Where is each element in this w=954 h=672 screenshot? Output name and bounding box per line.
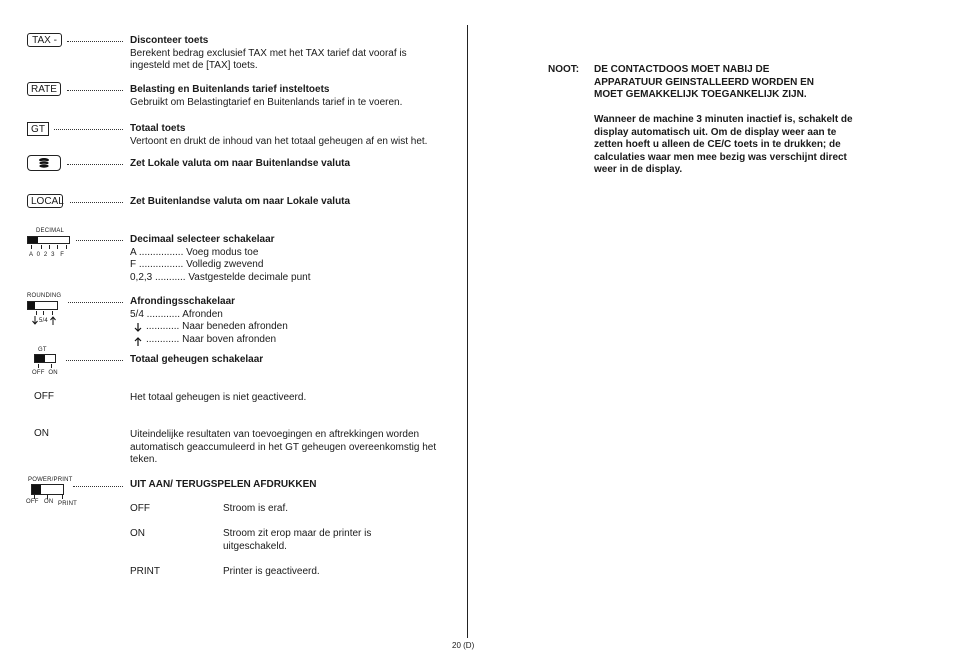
rounding-pos-54: 5/4 bbox=[39, 318, 48, 324]
gt-switch-tick bbox=[51, 364, 52, 368]
decimal-line-f: F ................ Volledig zwevend bbox=[130, 259, 264, 270]
decimal-tick bbox=[31, 245, 32, 249]
rate-desc: Gebruikt om Belastingtarief en Buitenlands tarief in te voeren. bbox=[130, 96, 403, 108]
power-pos-off: OFF bbox=[26, 499, 39, 505]
gt-key: GT bbox=[27, 122, 49, 136]
gt-switch-tick bbox=[38, 364, 39, 368]
leader-dots bbox=[67, 41, 123, 43]
gt-switch-label: GT bbox=[38, 347, 47, 353]
rounding-entry bbox=[130, 296, 455, 346]
power-pos-print: PRINT bbox=[58, 501, 77, 507]
power-row-on-label: ON bbox=[130, 528, 145, 539]
rounding-tick bbox=[36, 311, 37, 315]
power-tick bbox=[62, 495, 63, 499]
decimal-line-fixed: 0,2,3 ........... Vastgestelde decimale punt bbox=[130, 271, 311, 283]
gt-desc: Vertoont en drukt de inhoud van het totaal geheugen af en wist het. bbox=[130, 135, 428, 147]
leader-dots bbox=[76, 240, 123, 242]
decimal-tick bbox=[66, 245, 67, 249]
tax-minus-entry bbox=[130, 35, 455, 73]
rounding-title: Afrondingsschakelaar bbox=[130, 296, 236, 307]
power-entry bbox=[130, 479, 455, 492]
rounding-switch-label: ROUNDING bbox=[27, 293, 62, 299]
leader-dots bbox=[73, 486, 123, 488]
page-number: 20 (D) bbox=[452, 641, 475, 650]
round-up-arrow-icon bbox=[134, 337, 142, 346]
decimal-tick bbox=[49, 245, 50, 249]
power-switch-label: POWER/PRINT bbox=[28, 477, 73, 483]
rounding-line-54: 5/4 ............ Afronden bbox=[130, 308, 223, 320]
leader-dots bbox=[67, 90, 123, 92]
rate-title: Belasting en Buitenlands tarief insteltoets bbox=[130, 84, 330, 95]
decimal-positions: A 0 2 3 F bbox=[29, 252, 65, 258]
decimal-title: Decimaal selecteer schakelaar bbox=[130, 234, 275, 245]
local-title: Zet Buitenlandse valuta om naar Lokale valuta bbox=[130, 196, 351, 207]
rate-entry bbox=[130, 84, 455, 109]
tax-minus-desc: Berekent bedrag exclusief TAX met het TAX tarief dat vooraf is ingesteld met de [TAX] toets. bbox=[130, 47, 407, 71]
decimal-switch bbox=[27, 236, 70, 244]
gt-title: Totaal toets bbox=[130, 123, 186, 134]
power-switch-knob bbox=[32, 485, 41, 494]
round-up-arrow-icon bbox=[50, 316, 56, 325]
decimal-tick bbox=[57, 245, 58, 249]
power-row-print-desc: Printer is geactiveerd. bbox=[223, 566, 320, 577]
rounding-switch bbox=[27, 301, 58, 310]
power-title: UIT AAN/ TERUGSPELEN AFDRUKKEN bbox=[130, 479, 317, 490]
decimal-entry bbox=[130, 234, 455, 284]
rounding-line-up bbox=[130, 334, 455, 347]
gt-switch bbox=[34, 354, 56, 363]
gt-switch-positions: OFF ON bbox=[32, 370, 58, 376]
rounding-line-down bbox=[130, 321, 455, 334]
rounding-up-text: ............ Naar boven afronden bbox=[146, 333, 277, 345]
decimal-switch-knob bbox=[28, 237, 38, 243]
gt-switch-title: Totaal geheugen schakelaar bbox=[130, 354, 264, 365]
rounding-switch-knob bbox=[28, 302, 35, 309]
tax-minus-title: Disconteer toets bbox=[130, 35, 209, 46]
power-row-on-desc: Stroom zit erop maar de printer is uitgeschakeld. bbox=[223, 528, 372, 552]
power-row-off-label: OFF bbox=[130, 503, 150, 514]
currency-title: Zet Lokale valuta om naar Buitenlandse valuta bbox=[130, 158, 351, 169]
gt-off-desc: Het totaal geheugen is niet geactiveerd. bbox=[130, 392, 307, 403]
decimal-tick bbox=[41, 245, 42, 249]
currency-entry bbox=[130, 158, 455, 171]
rate-key: RATE bbox=[27, 82, 61, 96]
leader-dots bbox=[67, 164, 123, 166]
gt-entry bbox=[130, 123, 455, 148]
currency-coins-icon bbox=[37, 157, 51, 169]
gt-on-label: ON bbox=[34, 428, 49, 439]
inactive-paragraph: Wanneer de machine 3 minuten inactief is, schakelt de display automatisch uit. Om de display weer aan te zetten hoeft u alleen de CE/C toets in te drukken; de calculaties waar men mee bezig was verschijnt direct weer in de display. bbox=[594, 114, 853, 175]
power-switch bbox=[31, 484, 64, 495]
power-row-off-desc: Stroom is eraf. bbox=[223, 503, 289, 514]
note-label: NOOT: bbox=[548, 64, 580, 75]
round-down-arrow-icon bbox=[134, 323, 142, 332]
gt-switch-knob bbox=[35, 355, 45, 362]
power-row-print-label: PRINT bbox=[130, 566, 160, 577]
column-divider bbox=[467, 25, 468, 638]
power-pos-on: ON bbox=[44, 499, 54, 505]
gt-on-desc: Uiteindelijke resultaten van toevoegingen en aftrekkingen worden automatisch geaccumuleerd in het GT geheugen overeenkomstig het teken. bbox=[130, 429, 437, 465]
decimal-switch-label: DECIMAL bbox=[36, 228, 65, 234]
note-text: DE CONTACTDOOS MOET NABIJ DE APPARATUUR GEINSTALLEERD WORDEN EN MOET GEMAKKELIJK TOEGANKELIJK ZIJN. bbox=[594, 64, 814, 100]
leader-dots bbox=[54, 129, 123, 131]
tax-minus-key: TAX - bbox=[27, 33, 62, 47]
leader-dots bbox=[66, 360, 123, 362]
rounding-down-text: ............ Naar beneden afronden bbox=[146, 321, 288, 332]
gt-off-label: OFF bbox=[34, 391, 54, 402]
decimal-line-a: A ................ Voeg modus toe bbox=[130, 246, 259, 258]
gt-switch-entry bbox=[130, 354, 455, 367]
leader-dots bbox=[68, 302, 123, 304]
local-entry bbox=[130, 196, 455, 209]
local-key: LOCAL bbox=[27, 194, 63, 208]
currency-key bbox=[27, 155, 61, 171]
leader-dots bbox=[70, 202, 123, 204]
round-down-arrow-icon bbox=[32, 316, 38, 325]
rounding-tick bbox=[43, 311, 44, 315]
rounding-tick bbox=[52, 311, 53, 315]
